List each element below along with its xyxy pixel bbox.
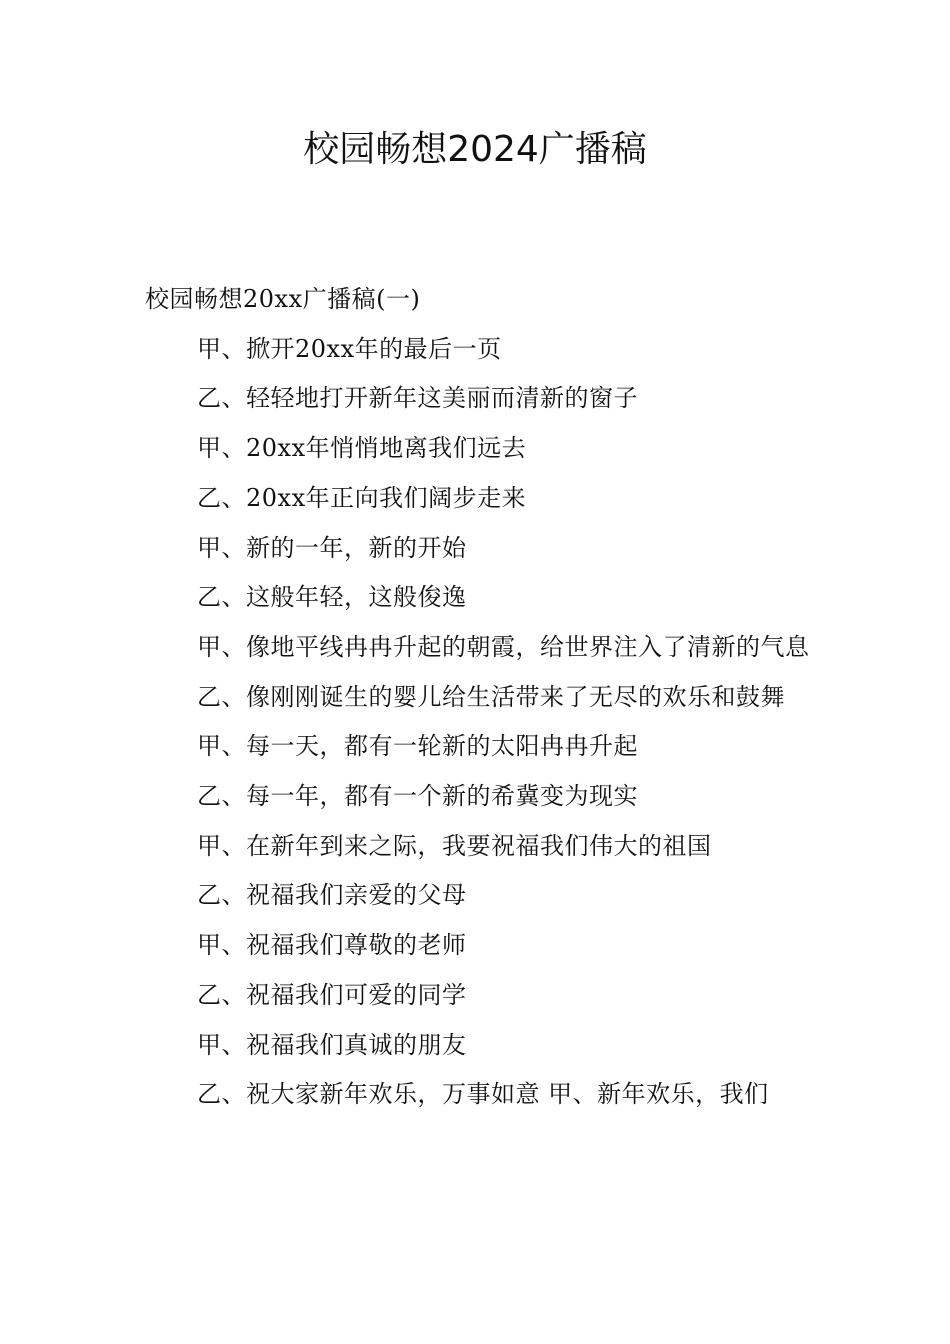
paragraph: 乙、像刚刚诞生的婴儿给生活带来了无尽的欢乐和鼓舞	[197, 682, 785, 711]
paragraph: 甲、祝福我们尊敬的老师	[197, 931, 467, 960]
paragraph: 甲、新的一年，新的开始	[197, 533, 467, 562]
paragraph: 乙、20xx年正向我们阔步走来	[197, 483, 527, 512]
paragraph: 甲、祝福我们真诚的朋友	[197, 1030, 467, 1059]
document-body	[145, 275, 810, 1120]
paragraph: 乙、祝大家新年欢乐，万事如意 甲、新年欢乐，我们	[197, 1080, 769, 1109]
paragraph: 甲、在新年到来之际，我要祝福我们伟大的祖国	[197, 831, 712, 860]
paragraph: 甲、每一天，都有一轮新的太阳冉冉升起	[197, 732, 638, 761]
paragraph: 乙、每一年，都有一个新的希冀变为现实	[197, 782, 638, 811]
paragraph: 甲、20xx年悄悄地离我们远去	[197, 434, 527, 463]
paragraph: 乙、祝福我们可爱的同学	[197, 980, 467, 1009]
paragraph: 甲、掀开20xx年的最后一页	[197, 334, 502, 363]
paragraph: 乙、祝福我们亲爱的父母	[197, 881, 467, 910]
paragraph: 乙、轻轻地打开新年这美丽而清新的窗子	[197, 384, 638, 413]
document-title: 校园畅想2024广播稿	[303, 129, 647, 170]
paragraph: 甲、像地平线冉冉升起的朝霞，给世界注入了清新的气息	[197, 632, 810, 661]
paragraph: 乙、这般年轻，这般俊逸	[197, 583, 467, 612]
section-heading: 校园畅想20xx广播稿(一)	[145, 285, 421, 313]
